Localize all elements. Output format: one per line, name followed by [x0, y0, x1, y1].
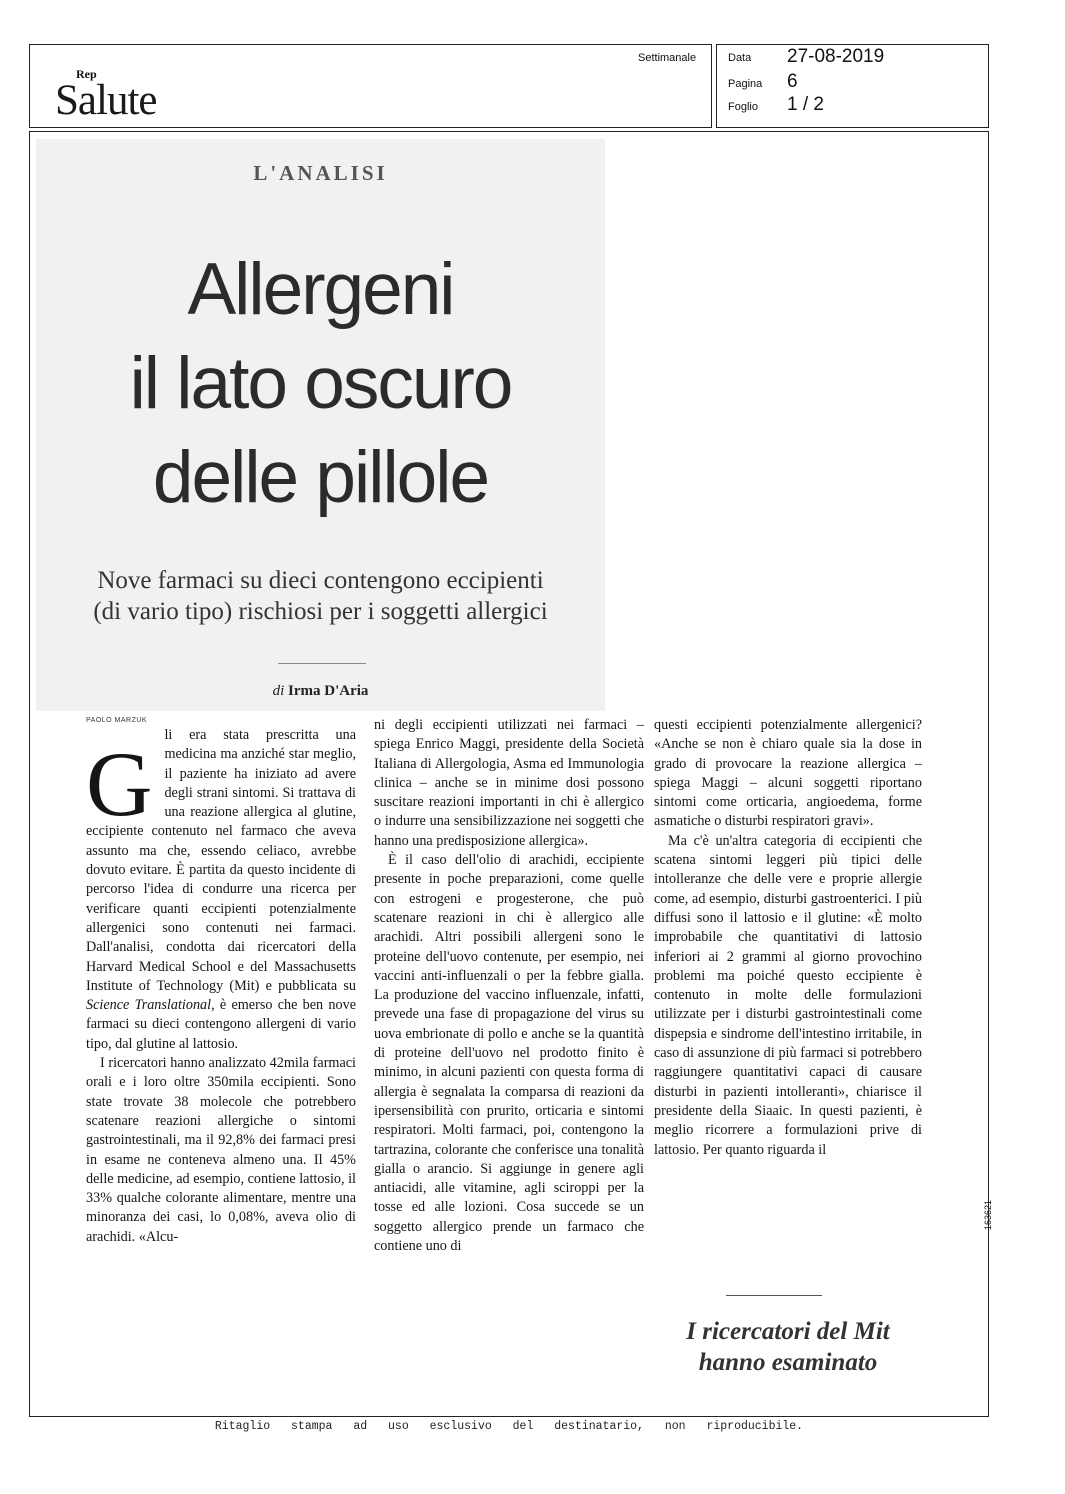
subhead-line-2: (di vario tipo) rischiosi per i soggetti allergici	[93, 598, 548, 625]
col1-paragraph-2: I ricercatori hanno analizzato 42mila farmaci orali e i loro oltre 350mila eccipienti. Sono state trovate 38 molecole che potrebbero scatenare reazioni allergiche o sintomi gastrointestinali, ma il 92,8% dei farmaci presi in esame ne conteneva almeno una. Il 45% delle medicine, ad esempio, contiene lattosio, il 33% qualche colorante alimentare, mentre una minoranza dei casi, lo 0,08%, aveva olio di arachidi. «Alcu-	[86, 1055, 356, 1245]
article-hero	[36, 139, 605, 711]
article-headline	[36, 243, 605, 525]
journal-name: Science Translational	[86, 997, 212, 1014]
headline-line-2: il lato oscuro	[129, 343, 512, 424]
article-column-1	[86, 716, 356, 1247]
byline-divider	[278, 663, 366, 664]
headline-line-3: delle pillole	[152, 437, 489, 518]
pullquote-line-1: I ricercatori del Mit	[686, 1318, 890, 1345]
sheet-value: 1 / 2	[787, 94, 824, 115]
article-kicker: L'ANALISI	[253, 161, 388, 185]
date-value: 27-08-2019	[787, 46, 885, 67]
page-value: 6	[787, 71, 798, 92]
footer-notice: Ritaglio stampa ad uso esclusivo del destinatario, non riproducibile.	[214, 1420, 804, 1433]
col2-paragraph-1: ni degli eccipienti utilizzati nei farmaci – spiega Enrico Maggi, presidente della Società Italiana di Allergologia, Asma ed Immunologia clinica – anche se in minime dosi possono suscitare reazioni importanti in chi è allergico o indurre una sensibilizzazione nei soggetti che hanno una predisposizione allergica».	[374, 717, 644, 849]
frequency-label: Settimanale	[638, 52, 697, 64]
drop-cap: G	[86, 733, 153, 835]
photo-credit: PAOLO MARZUK	[86, 717, 148, 724]
byline-prefix: di	[272, 683, 285, 699]
section-title: Salute	[55, 77, 157, 124]
page-label: Pagina	[728, 78, 763, 90]
publication-mark: Rep	[76, 67, 97, 81]
pullquote-line-2: hanno esaminato	[698, 1349, 878, 1376]
article-column-2	[374, 716, 644, 1256]
pullquote	[654, 1316, 922, 1378]
headline-line-1: Allergeni	[187, 249, 454, 330]
article-subhead	[36, 565, 605, 627]
byline	[36, 683, 605, 700]
col1-paragraph-1-end: , è emerso che ben nove farmaci su dieci contengono allergeni di vario tipo, dal glutine al lattosio.	[86, 997, 356, 1052]
clipping-code: 163621	[983, 1199, 993, 1230]
sheet-label: Foglio	[728, 101, 758, 113]
col3-paragraph-1: questi eccipienti potenzialmente allergenici? «Anche se non è chiaro quale sia la dose in grado di provocare la reazione allergica – spiega Maggi – alcuni soggetti riportano sintomi come orticaria, angioedema, forme asmatiche o disturbi respiratori gravi».	[654, 717, 922, 830]
article-column-3	[654, 716, 922, 1160]
subhead-line-1: Nove farmaci su dieci contengono eccipienti	[97, 567, 544, 594]
pullquote-divider	[726, 1295, 822, 1296]
col3-paragraph-2: Ma c'è un'altra categoria di eccipienti che scatena sintomi leggeri più tipici delle intolleranze che delle vere e proprie allergie come, ad esempio, disturbi gastroenterici. I più diffusi sono il lattosio e il glutine: «È molto improbabile che quantitativi di lattosio inferiori ai 2 grammi al giorno provochino problemi ma poiché questo eccipiente è contenuto in molte delle formulazioni utilizzate per i disturbi gastrointestinali come dispepsia e sindrome dell'intestino irritabile, in caso di assunzione di più farmaci si potrebbero raggiungere quantitativi capaci di causare disturbi in pazienti intolleranti», chiarisce il presidente della Siaaic. In questi pazienti, è meglio ricorrere a formulazioni prive di lattosio. Per quanto riguarda il	[654, 832, 922, 1158]
col1-paragraph-1: li era stata prescritta una medicina ma anziché star meglio, il paziente ha iniziato ad avere degli strani sintomi. Si trattava di una reazione allergica al glutine, eccipiente contenuto nel farmaco che aveva assunto ma che, essendo celiaco, avrebbe dovuto evitare. È partita da questo incidente di percorso l'idea di condurre una ricerca per verificare quanti eccipienti potenzialmente allergenici sono contenuti nei farmaci. Dall'analisi, condotta dai ricercatori della Harvard Medical School e del Massachusetts Institute of Technology (Mit) e pubblicata su	[86, 727, 356, 994]
col2-paragraph-2: È il caso dell'olio di arachidi, eccipiente presente in poche preparazioni, come quelle con estrogeni e progesterone, che può scatenare reazioni in chi è allergico alle arachidi. Altri possibili allergeni sono le proteine dell'uovo contenute, per esempio, nei vaccini anti-influenzali o per la febbre gialla. La produzione del vaccino influenzale, infatti, prevede una fase di propagazione del virus su uova embrionate di pollo e anche se la quantità di proteine dell'uovo nel prodotto finito è minimo, in alcuni pazienti con questa forma di allergia è segnalata la comparsa di reazioni da ipersensibilità con prurito, orticaria e sintomi respiratori. Molti farmaci, poi, contengono la tartrazina, colorante che conferisce una tonalità gialla o arancio. Si aggiunge in genere agli antiacidi, alle vitamine, agli sciroppi per la tosse ed alle lozioni. Cosa succede se un soggetto allergico prende un farmaco che contiene uno di	[374, 852, 644, 1255]
date-label: Data	[728, 52, 752, 64]
byline-author: Irma D'Aria	[288, 683, 369, 699]
